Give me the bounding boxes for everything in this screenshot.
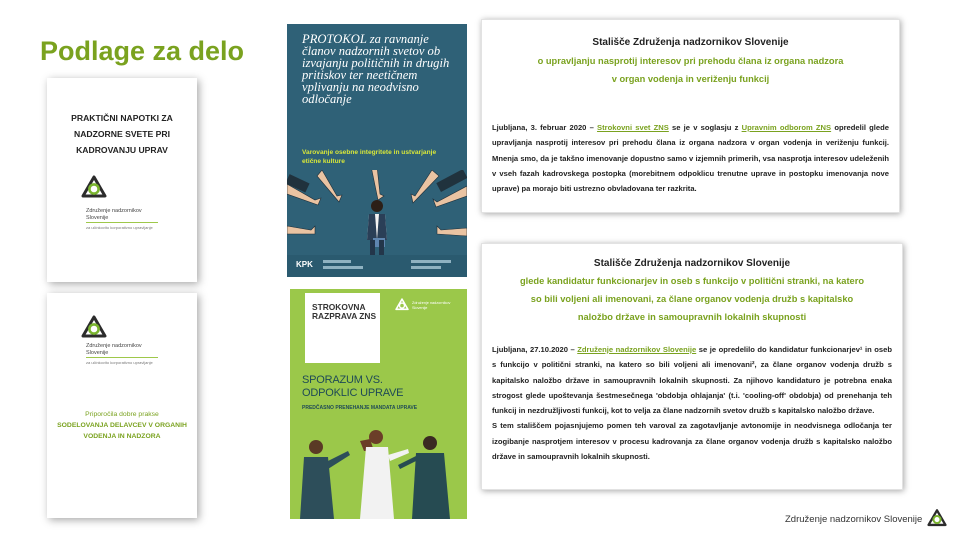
statement-heading: Stališče Združenja nadzornikov Slovenije <box>592 37 789 48</box>
cover-org-name: Združenje nadzornikov Slovenije <box>412 301 451 310</box>
doc-title <box>53 409 191 442</box>
kpk-logo: KPK <box>296 260 313 269</box>
footer-brand: Združenje nadzornikov Slovenije <box>785 514 923 525</box>
link-upravni-odbor[interactable]: Upravnim odborom ZNS <box>741 123 832 132</box>
zns-logo-icon <box>81 175 107 199</box>
subheading-line-2: so bili voljeni ali imenovani, za člane organov vodenja družb s kapitalsko <box>530 294 854 304</box>
statement-heading: Stališče Združenja nadzornikov Slovenije <box>593 258 791 269</box>
statement-political-candidates[interactable] <box>481 243 903 490</box>
doc-subtitle: Priporočila dobre prakse <box>85 411 159 418</box>
subheading-line-3: naložbo države in samoupravnih lokalnih skupnosti <box>577 312 807 322</box>
link-strokovni-svet[interactable]: Strokovni svet ZNS <box>597 123 669 132</box>
zns-logo-icon <box>81 315 107 339</box>
org-name-line2: Slovenije <box>86 214 109 221</box>
statement-subheading <box>492 272 892 326</box>
doc-priporocila[interactable] <box>47 293 197 518</box>
doc-prakticni-napotki[interactable] <box>47 78 197 282</box>
cover-strokovna-razprava[interactable] <box>290 289 467 519</box>
statement-text-1: se je opredelilo do kandidatur funkcionarjev¹ in oseb s funkcijo v politični stranki, na katero so bili voljeni ali imenovani², za člane organov vodenja družb s kapitalsko naložbo države in samoupravnih lokalnih skupnosti. Za njihovo kandidaturo je potrebna enaka strogost glede upoštevanja šestmesečnega 'obdobja ohlajanja' (t.i. 'cooling-off' obdobja) od prenehanja teh funkcij in nezdružljivosti funkcij, kot to velja za člane nadzornih svetov družb s kapitalsko naložbo države. <box>492 345 892 416</box>
org-name-line2: Slovenije <box>86 349 109 356</box>
statement-date: Ljubljana, 27.10.2020 – <box>492 345 575 354</box>
cover-footer <box>287 255 467 277</box>
cover-title: PROTOKOL za ravnanje članov nadzornih svetov ob izvajanju političnih in drugih pritiskov ter neetičnem vplivanju na neodvisno odločanje <box>302 32 450 106</box>
zns-logo-icon <box>395 298 409 311</box>
statement-body <box>492 120 889 196</box>
org-tagline: za učinkovito korporativno upravljanje <box>86 225 153 230</box>
subheading-line-1: glede kandidatur funkcionarjev in oseb s funkcijo v politični stranki, na katero <box>519 276 865 286</box>
statement-text-2: S tem stališčem pojasnjujemo pomen teh varoval za zagotavljanje avtonomije in neodvisnega odločanja ter izogibanje nasprotjem interesov v procesu kadrovanja za člane organov vodenja družb s kapitalsko naložbo države in samoupravnih lokalnih skupnosti. <box>492 421 892 462</box>
cover-title: SPORAZUM VS. ODPOKLIC UPRAVE <box>302 374 404 399</box>
doc-title-text: SODELOVANJA DELAVCEV V ORGANIH VODENJA IN NADZORA <box>57 422 187 440</box>
cover-protokol[interactable] <box>287 24 467 277</box>
cover-subtitle: Varovanje osebne integritete in ustvarjanje etične kulture <box>302 149 437 165</box>
cover-subtitle: PREDČASNO PRENEHANJE MANDATA UPRAVE <box>302 405 418 411</box>
page-title: Podlage za delo <box>40 36 245 66</box>
statement-text: opredelil glede upravljanja nasprotij interesov pri prehodu člana iz organa nadzora v organ vodenja in veriženju funkcij. Mnenja smo, da je takšno imenovanje dopustno samo v izjemnih primerih, vsa nasprotja interesov udeleženih v vseh fazah kadrovskega postopka (morebitnem odpoklicu trenutne uprave in postopku imenovanja nove uprave) pa morajo biti ustrezno obvladovana ter razkrita. <box>492 123 889 194</box>
statement-date: Ljubljana, 3. februar 2020 – <box>492 123 594 132</box>
statement-body <box>492 342 892 464</box>
statement-subheading <box>492 52 889 88</box>
subheading-line-1: o upravljanju nasprotij interesov pri prehodu člana iz organa nadzora <box>537 56 844 66</box>
text-mid: se je v soglasju z <box>672 123 739 132</box>
people-arguing-icon <box>290 421 467 519</box>
org-tagline: za učinkovito korporativno upravljanje <box>86 360 153 365</box>
link-zns[interactable]: Združenje nadzornikov Slovenije <box>577 345 697 354</box>
subheading-line-2: v organ vodenja in veriženju funkcij <box>611 74 770 84</box>
doc-title: PRAKTIČNI NAPOTKI ZA NADZORNE SVETE PRI KADROVANJU UPRAV <box>71 113 173 155</box>
businessman-icon <box>367 200 387 255</box>
hands-illustration <box>287 170 467 255</box>
org-name-line1: Združenje nadzornikov <box>86 343 142 349</box>
statement-conflict-of-interest[interactable] <box>481 19 900 213</box>
cover-panel <box>305 293 380 363</box>
org-name-line1: Združenje nadzornikov <box>86 208 142 214</box>
panel-title: STROKOVNA RAZPRAVA ZNS <box>312 302 377 321</box>
zns-logo-icon <box>927 508 947 533</box>
